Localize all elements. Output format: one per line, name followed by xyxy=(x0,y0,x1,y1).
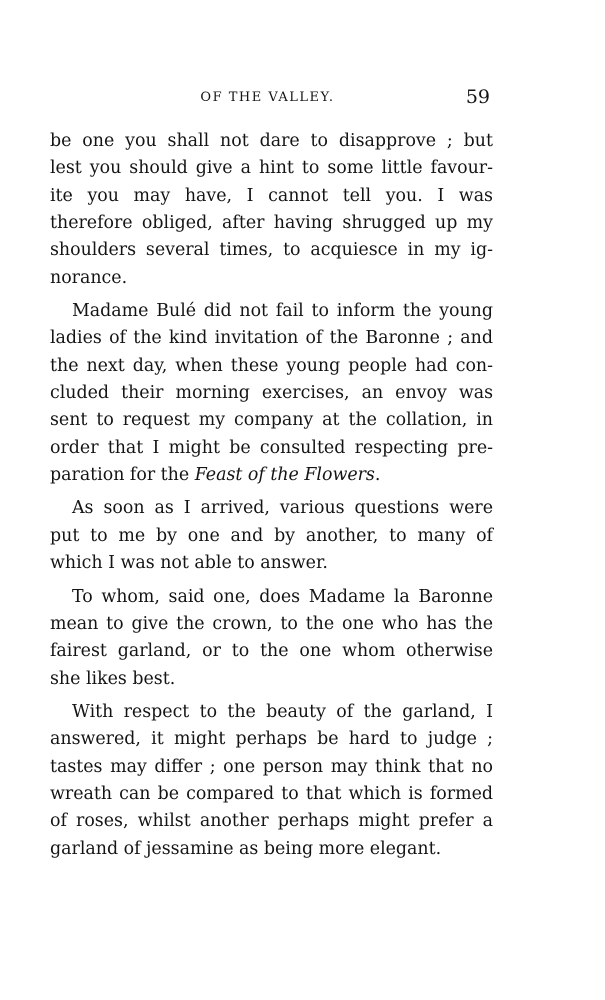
text-line: tastes may differ ; one person may think that no xyxy=(50,756,493,777)
text-line: With respect to the beauty of the garland, I xyxy=(72,701,493,722)
text-line: order that I might be consulted respecting pre- xyxy=(50,437,493,458)
text-line: cluded their morning exercises, an envoy was xyxy=(50,383,493,404)
running-head xyxy=(45,86,490,110)
running-title: OF THE VALLEY. xyxy=(200,90,335,105)
page-number: 59 xyxy=(465,86,490,108)
text-line: which I was not able to answer. xyxy=(50,553,328,574)
text-line: shoulders several times, to acquiesce in my ig- xyxy=(50,240,493,261)
italic-title: Feast of the Flowers xyxy=(194,465,375,486)
paragraph-3 xyxy=(50,495,493,577)
text-line: ladies of the kind invitation of the Baronne ; and xyxy=(50,328,493,349)
text-line: therefore obliged, after having shrugged up my xyxy=(50,213,493,234)
text-line: mean to give the crown, to the one who has the xyxy=(50,613,493,634)
text-fragment: . xyxy=(374,465,381,486)
text-line: fairest garland, or to the one whom otherwise xyxy=(50,641,493,662)
text-line: answered, it might perhaps be hard to judge ; xyxy=(50,729,493,750)
text-line: Madame Bulé did not fail to inform the young xyxy=(72,301,493,322)
text-line: she likes best. xyxy=(50,668,176,689)
text-line: norance. xyxy=(50,267,128,288)
text-line: wreath can be compared to that which is formed xyxy=(50,783,493,804)
text-line: the next day, when these young people had con- xyxy=(50,355,493,376)
text-line: garland of jessamine as being more elegant. xyxy=(50,838,442,859)
paragraph-2 xyxy=(50,298,493,489)
text-line: of roses, whilst another perhaps might prefer a xyxy=(50,811,493,832)
text-line: As soon as I arrived, various questions were xyxy=(72,498,493,519)
text-line: put to me by one and by another, to many of xyxy=(50,525,493,546)
text-line: ite you may have, I cannot tell you. I was xyxy=(50,185,493,206)
text-line: lest you should give a hint to some little favour- xyxy=(50,158,493,179)
text-fragment: paration for the xyxy=(50,465,195,486)
paragraph-1 xyxy=(50,128,493,292)
text-line: be one you shall not dare to disapprove ; but xyxy=(50,131,493,151)
text-line: sent to request my company at the collation, in xyxy=(50,410,493,431)
text-line xyxy=(50,462,493,489)
text-line: To whom, said one, does Madame la Baronne xyxy=(72,586,493,607)
body-text xyxy=(50,128,493,863)
paragraph-5 xyxy=(50,699,493,863)
paragraph-4 xyxy=(50,584,493,693)
